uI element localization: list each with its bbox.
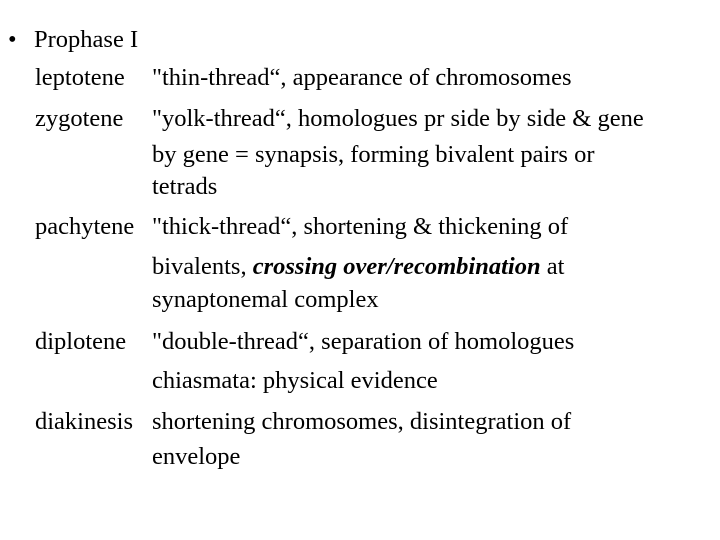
stage-def-diplotene-line2: chiasmata: physical evidence [152,367,438,394]
stage-term-zygotene: zygotene [35,105,124,132]
stage-term-diplotene: diplotene [35,328,127,355]
stage-def-zygotene-line2: by gene = synapsis, forming bivalent pairs or [152,141,595,168]
stage-def-zygotene-line1: "yolk-thread“, homologues pr side by side & gene [152,105,644,132]
stage-def-pachytene-line3: synaptonemal complex [152,286,379,313]
stage-term-diakinesis: diakinesis [35,408,133,435]
crossing-over-emphasis: crossing over/recombination [252,253,541,280]
stage-term-leptotene: leptotene [35,64,125,91]
stage-def-diakinesis-line1: shortening chromosomes, disintegration of [152,408,572,435]
bullet-item [8,26,138,54]
stage-def-diakinesis-line2: envelope [152,443,241,470]
stage-def-pachytene-line2 [152,255,564,280]
bullet-icon: • [8,26,17,53]
pachytene-text-before: bivalents, [152,253,253,280]
stage-def-zygotene-line3: tetrads [152,173,218,200]
pachytene-text-after: at [540,253,565,280]
stage-term-pachytene: pachytene [35,213,135,240]
stage-def-leptotene: "thin-thread“, appearance of chromosomes [152,64,572,91]
heading: Prophase I [34,26,139,53]
stage-def-diplotene-line1: "double-thread“, separation of homologues [152,328,575,355]
stage-def-pachytene-line1: "thick-thread“, shortening & thickening of [152,213,569,240]
